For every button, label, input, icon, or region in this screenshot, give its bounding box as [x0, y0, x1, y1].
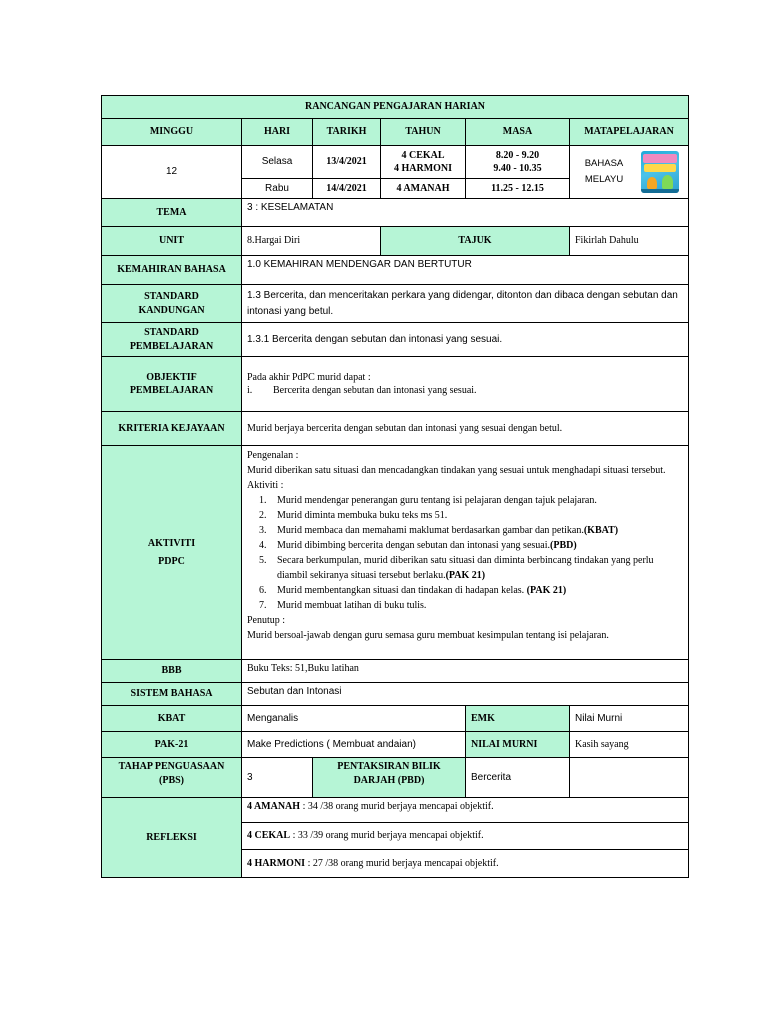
refleksi-row-1: 4 AMANAH : 34 /38 orang murid berjaya mencapai objektif. — [242, 798, 689, 823]
sp-label-line-2: PEMBELAJARAN — [129, 340, 214, 352]
obj-intro: Pada akhir PdPC murid dapat : — [247, 371, 371, 383]
kbat-value: Menganalis — [242, 706, 466, 732]
obj-label-line-2: PEMBELAJARAN — [129, 385, 214, 396]
unit-label: UNIT — [102, 227, 242, 256]
tarikh-value-1: 13/4/2021 — [313, 146, 381, 179]
pbd-label-line-1: PENTAKSIRAN BILIK — [337, 761, 441, 772]
nilai-label: NILAI MURNI — [466, 732, 570, 758]
pak-label: PAK-21 — [102, 732, 242, 758]
aktiviti-label-line-1: AKTIVITI — [147, 538, 196, 549]
emk-label: EMK — [466, 706, 570, 732]
tema-value: 3 : KESELAMATAN — [242, 199, 689, 227]
aktiviti-label-line-2: PDPC — [158, 555, 185, 567]
tarikh-value-2: 14/4/2021 — [313, 179, 381, 199]
aktiviti-step: 6. Murid membentangkan situasi dan tindakan di hadapan kelas. (PAK 21) — [269, 583, 683, 598]
kbat-label: KBAT — [102, 706, 242, 732]
sp-label — [102, 323, 242, 357]
sk-label — [102, 285, 242, 323]
minggu-value: 12 — [102, 146, 242, 199]
masa-cell-1 — [466, 146, 570, 179]
tahun-cell-1 — [381, 146, 466, 179]
kriteria-value: Murid berjaya bercerita dengan sebutan dan intonasi yang sesuai dengan betul. — [242, 412, 689, 446]
penutup-text: Murid bersoal-jawab dengan guru semasa guru membuat kesimpulan tentang isi pelajaran. — [247, 630, 609, 641]
bbb-value: Buku Teks: 51,Buku latihan — [242, 660, 689, 683]
penutup-title: Penutup : — [247, 615, 286, 626]
sk-value: 1.3 Bercerita, dan menceritakan perkara yang didengar, ditonton dan dibaca dengan sebutan dan intonasi yang betul. — [242, 285, 689, 323]
sp-label-line-1: STANDARD — [144, 327, 199, 338]
kemahiran-label: KEMAHIRAN BAHASA — [102, 256, 242, 285]
col-matapelajaran: MATAPELAJARAN — [570, 119, 689, 146]
aktiviti-title: Aktiviti : — [247, 480, 284, 491]
tahun-value-3: 4 AMANAH — [381, 179, 466, 199]
pbd-value: Bercerita — [466, 758, 570, 798]
pengenalan-text: Murid diberikan satu situasi dan mencadangkan tindakan yang sesuai untuk menghadapi situasi tersebut. — [247, 465, 666, 476]
tahun-value-1: 4 CEKAL — [401, 149, 445, 161]
col-tarikh: TARIKH — [313, 119, 381, 146]
pbd-label — [313, 758, 466, 798]
col-masa: MASA — [466, 119, 570, 146]
lesson-plan-table — [101, 95, 689, 878]
aktiviti-step: 7. Murid membuat latihan di buku tulis. — [269, 598, 683, 613]
pak-value: Make Predictions ( Membuat andaian) — [242, 732, 466, 758]
tema-label: TEMA — [102, 199, 242, 227]
col-tahun: TAHUN — [381, 119, 466, 146]
nilai-value: Kasih sayang — [570, 732, 689, 758]
pbd-extra — [570, 758, 689, 798]
obj-item-number: i. — [247, 385, 253, 396]
obj-value — [242, 357, 689, 412]
sk-label-line-2: KANDUNGAN — [138, 304, 205, 316]
sistem-label: SISTEM BAHASA — [102, 683, 242, 706]
subject-line-2: MELAYU — [584, 174, 624, 185]
aktiviti-content — [242, 446, 689, 660]
tajuk-value: Fikirlah Dahulu — [570, 227, 689, 256]
hari-value-1: Selasa — [242, 146, 313, 179]
tahap-label-line-2: (PBS) — [159, 774, 184, 786]
masa-value-1: 8.20 - 9.20 — [495, 149, 540, 161]
aktiviti-step: 2. Murid diminta membuka buku teks ms 51. — [269, 508, 683, 523]
aktiviti-steps — [247, 493, 683, 613]
subject-cell — [570, 146, 689, 199]
sp-value: 1.3.1 Bercerita dengan sebutan dan intonasi yang sesuai. — [242, 323, 689, 357]
refleksi-row-3: 4 HARMONI : 27 /38 orang murid berjaya mencapai objektif. — [242, 850, 689, 878]
tahun-value-2: 4 HARMONI — [393, 163, 453, 174]
kemahiran-value: 1.0 KEMAHIRAN MENDENGAR DAN BERTUTUR — [242, 256, 689, 285]
obj-label — [102, 357, 242, 412]
aktiviti-label — [102, 446, 242, 660]
pbd-label-line-2: DARJAH (PBD) — [353, 774, 425, 786]
sistem-value: Sebutan dan Intonasi — [242, 683, 689, 706]
unit-value: 8.Hargai Diri — [242, 227, 381, 256]
masa-value-3: 11.25 - 12.15 — [466, 179, 570, 199]
aktiviti-step: 3. Murid membaca dan memahami maklumat berdasarkan gambar dan petikan.(KBAT) — [269, 523, 683, 538]
sk-label-line-1: STANDARD — [144, 291, 199, 302]
hari-value-2: Rabu — [242, 179, 313, 199]
subject-line-1: BAHASA — [584, 157, 624, 169]
refleksi-label: REFLEKSI — [102, 798, 242, 878]
col-hari: HARI — [242, 119, 313, 146]
obj-label-line-1: OBJEKTIF — [146, 371, 197, 383]
tahap-label-line-1: TAHAP PENGUASAAN — [118, 761, 225, 772]
aktiviti-step: 5. Secara berkumpulan, murid diberikan satu situasi dan diminta berbincang tindakan yang perlu diambil sekiranya situasi tersebut berlaku.(PAK 21) — [269, 553, 683, 583]
emk-value: Nilai Murni — [570, 706, 689, 732]
refleksi-row-2: 4 CEKAL : 33 /39 orang murid berjaya mencapai objektif. — [242, 823, 689, 850]
aktiviti-step: 1. Murid mendengar penerangan guru tentang isi pelajaran dengan tajuk pelajaran. — [269, 493, 683, 508]
tahap-value: 3 — [242, 758, 313, 798]
tajuk-label: TAJUK — [381, 227, 570, 256]
textbook-cover-icon — [641, 151, 679, 193]
plan-title: RANCANGAN PENGAJARAN HARIAN — [102, 96, 689, 119]
bbb-label: BBB — [102, 660, 242, 683]
tahap-label — [102, 758, 242, 798]
pengenalan-title: Pengenalan : — [247, 450, 299, 461]
obj-item: Bercerita dengan sebutan dan intonasi yang sesuai. — [273, 385, 477, 396]
col-minggu: MINGGU — [102, 119, 242, 146]
aktiviti-step: 4. Murid dibimbing bercerita dengan sebutan dan intonasi yang sesuai.(PBD) — [269, 538, 683, 553]
masa-value-2: 9.40 - 10.35 — [493, 163, 542, 174]
kriteria-label: KRITERIA KEJAYAAN — [102, 412, 242, 446]
